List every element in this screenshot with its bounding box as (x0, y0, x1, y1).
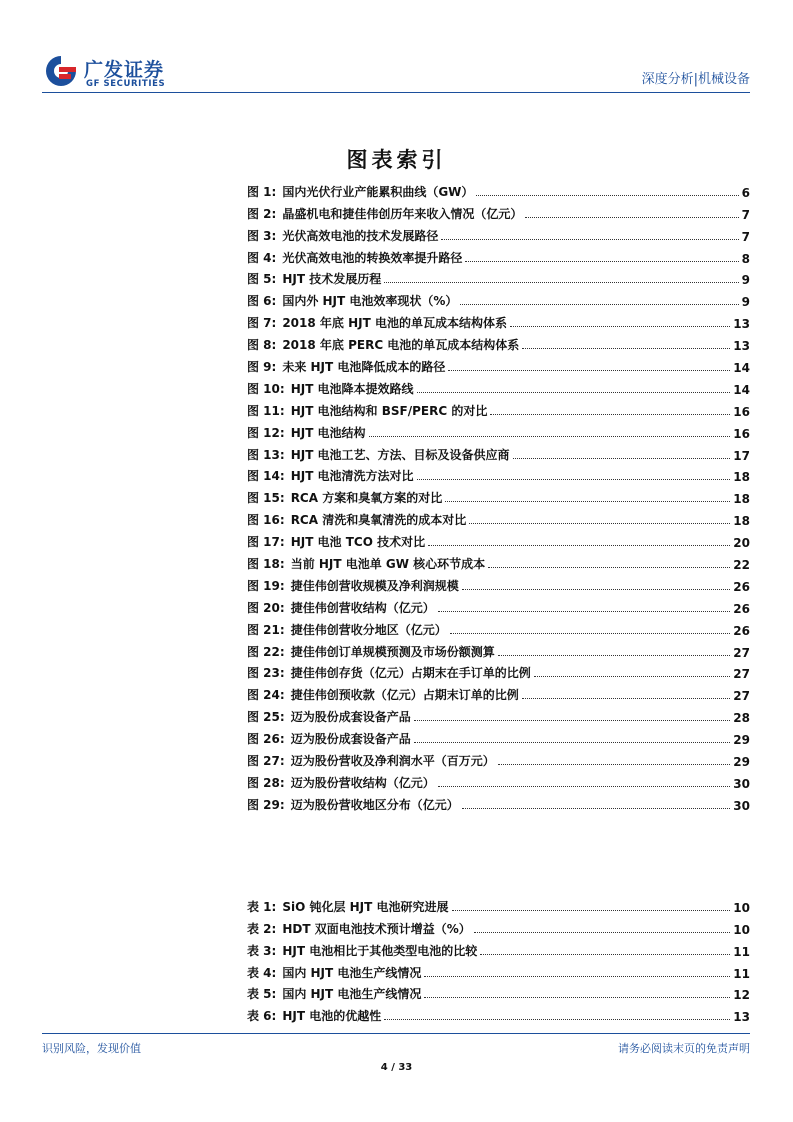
figure-index-item[interactable] (247, 638, 750, 660)
toc-entry-title: HJT 电池相比于其他类型电池的比较 (282, 943, 478, 958)
toc-entry-title: HJT 电池清洗方法对比 (290, 469, 414, 484)
toc-dot-leader (510, 326, 730, 327)
toc-entry-title: HDT 双面电池技术预计增益（%） (282, 921, 471, 936)
toc-entry-label: 图 12: (247, 425, 285, 440)
toc-dot-leader (474, 932, 731, 933)
toc-entry-label: 图 7: (247, 316, 277, 331)
toc-dot-leader (460, 304, 738, 305)
toc-entry-title: 捷佳伟创营收规模及净利润规模 (290, 578, 459, 593)
toc-dot-leader (438, 611, 731, 612)
toc-entry-page: 29 (733, 733, 750, 748)
page-number: 4 / 33 (380, 1062, 413, 1073)
toc-entry-label: 图 2: (247, 206, 277, 221)
toc-entry-label: 表 2: (247, 921, 277, 936)
toc-entry-label: 图 20: (247, 600, 285, 615)
toc-entry-page: 9 (741, 295, 750, 310)
toc-entry-page: 10 (733, 900, 750, 915)
toc-entry-page: 27 (733, 667, 750, 682)
toc-entry-title: 国内 HJT 电池生产线情况 (282, 987, 422, 1002)
toc-dot-leader (417, 479, 731, 480)
toc-dot-leader (498, 764, 731, 765)
toc-entry-page: 11 (733, 944, 750, 959)
figure-index-item[interactable] (247, 441, 750, 463)
figure-index-item[interactable] (247, 178, 750, 200)
toc-entry-page: 7 (741, 229, 750, 244)
footer-slogan: 识别风险，发现价值 (42, 1042, 141, 1055)
toc-entry-page: 26 (733, 623, 750, 638)
toc-dot-leader (476, 195, 738, 196)
toc-entry-label: 图 18: (247, 557, 285, 572)
toc-entry-label: 图 24: (247, 688, 285, 703)
toc-dot-leader (438, 786, 731, 787)
toc-entry-title: 捷佳伟创营收结构（亿元） (290, 600, 435, 615)
toc-entry-page: 18 (733, 514, 750, 529)
toc-entry-label: 图 4: (247, 250, 277, 265)
toc-entry-title: 国内光伏行业产能累积曲线（GW） (282, 184, 474, 199)
toc-entry-label: 图 5: (247, 272, 277, 287)
figure-index-item[interactable] (247, 397, 750, 419)
figure-index-item[interactable] (247, 528, 750, 550)
toc-entry-label: 图 10: (247, 381, 285, 396)
figure-index-item[interactable] (247, 463, 750, 485)
toc-entry-page: 17 (733, 448, 750, 463)
toc-dot-leader (452, 910, 731, 911)
toc-entry-page: 13 (733, 1010, 750, 1025)
figure-index-item[interactable] (247, 616, 750, 638)
toc-dot-leader (450, 633, 731, 634)
toc-entry-title: HJT 电池结构 (290, 425, 366, 440)
toc-entry-page: 8 (741, 251, 750, 266)
footer-disclaimer: 请务必阅读末页的免责声明 (618, 1042, 750, 1055)
toc-entry-page: 18 (733, 470, 750, 485)
footer-divider (42, 1033, 750, 1034)
toc-dot-leader (480, 954, 730, 955)
toc-dot-leader (424, 997, 730, 998)
figure-index-item[interactable] (247, 660, 750, 682)
toc-entry-title: 光伏高效电池的技术发展路径 (282, 228, 439, 243)
toc-entry-page: 22 (733, 558, 750, 573)
toc-entry-page: 27 (733, 645, 750, 660)
toc-entry-page: 16 (733, 404, 750, 419)
page-header (42, 52, 750, 92)
toc-dot-leader (414, 720, 731, 721)
toc-entry-title: 捷佳伟创存货（亿元）占期末在手订单的比例 (290, 666, 531, 681)
figure-index-item[interactable] (247, 266, 750, 288)
figure-index-item[interactable] (247, 769, 750, 791)
toc-entry-page: 9 (741, 273, 750, 288)
table-index-item[interactable] (247, 915, 750, 937)
toc-entry-page: 30 (733, 798, 750, 813)
toc-entry-page: 27 (733, 689, 750, 704)
toc-dot-leader (369, 436, 731, 437)
header-divider (42, 92, 750, 93)
table-index-item[interactable] (247, 893, 750, 915)
figure-index-item[interactable] (247, 506, 750, 528)
brand-name-cn: 广发证券 (84, 59, 165, 81)
toc-entry-title: 捷佳伟创营收分地区（亿元） (290, 622, 447, 637)
toc-dot-leader (465, 261, 738, 262)
toc-entry-title: RCA 方案和臭氧方案的对比 (290, 491, 443, 506)
toc-entry-label: 图 23: (247, 666, 285, 681)
toc-entry-title: HJT 电池 TCO 技术对比 (290, 535, 426, 550)
toc-dot-leader (424, 976, 730, 977)
figure-index-item[interactable] (247, 703, 750, 725)
toc-entry-title: 2018 年底 PERC 电池的单瓦成本结构体系 (282, 338, 520, 353)
toc-dot-leader (384, 1019, 730, 1020)
report-category: 深度分析|机械设备 (641, 72, 750, 87)
brand-name-en: GF SECURITIES (86, 79, 166, 89)
toc-entry-page: 12 (733, 988, 750, 1003)
toc-entry-label: 图 17: (247, 535, 285, 550)
toc-dot-leader (448, 370, 730, 371)
toc-entry-title: 捷佳伟创预收款（亿元）占期末订单的比例 (290, 688, 519, 703)
toc-entry-title: 国内 HJT 电池生产线情况 (282, 965, 422, 980)
toc-entry-label: 图 3: (247, 228, 277, 243)
toc-dot-leader (384, 282, 738, 283)
toc-entry-page: 13 (733, 339, 750, 354)
toc-dot-leader (441, 239, 738, 240)
toc-entry-label: 图 22: (247, 644, 285, 659)
toc-entry-title: 未来 HJT 电池降低成本的路径 (282, 360, 446, 375)
toc-entry-title: 国内外 HJT 电池效率现状（%） (282, 294, 458, 309)
figure-index-item[interactable] (247, 200, 750, 222)
figure-index-item[interactable] (247, 222, 750, 244)
toc-entry-page: 26 (733, 601, 750, 616)
figure-index-item[interactable] (247, 419, 750, 441)
toc-dot-leader (522, 698, 731, 699)
toc-entry-label: 图 15: (247, 491, 285, 506)
toc-entry-page: 13 (733, 317, 750, 332)
toc-entry-title: 迈为股份成套设备产品 (290, 732, 411, 747)
toc-dot-leader (498, 655, 731, 656)
table-index-list (247, 893, 750, 1024)
figure-index-item[interactable] (247, 747, 750, 769)
toc-entry-label: 图 19: (247, 578, 285, 593)
toc-dot-leader (490, 414, 730, 415)
toc-entry-title: HJT 技术发展历程 (282, 272, 382, 287)
figure-index-item[interactable] (247, 244, 750, 266)
toc-entry-page: 14 (733, 382, 750, 397)
toc-entry-page: 18 (733, 492, 750, 507)
toc-entry-title: HJT 电池降本提效路线 (290, 381, 414, 396)
toc-entry-page: 29 (733, 755, 750, 770)
toc-entry-title: 捷佳伟创订单规模预测及市场份额测算 (290, 644, 495, 659)
table-index-item[interactable] (247, 937, 750, 959)
figure-index-item[interactable] (247, 791, 750, 813)
toc-entry-page: 10 (733, 922, 750, 937)
toc-entry-page: 26 (733, 579, 750, 594)
figure-index-item[interactable] (247, 484, 750, 506)
toc-dot-leader (462, 589, 731, 590)
toc-entry-title: 迈为股份成套设备产品 (290, 710, 411, 725)
toc-entry-page: 7 (741, 207, 750, 222)
toc-dot-leader (445, 501, 730, 502)
figure-index-item[interactable] (247, 375, 750, 397)
toc-entry-label: 图 1: (247, 184, 277, 199)
toc-entry-title: 当前 HJT 电池单 GW 核心环节成本 (290, 557, 486, 572)
toc-entry-title: HJT 电池结构和 BSF/PERC 的对比 (290, 403, 488, 418)
toc-entry-page: 11 (733, 966, 750, 981)
gf-logo-icon (42, 54, 80, 88)
figure-index-item[interactable] (247, 594, 750, 616)
toc-entry-label: 图 6: (247, 294, 277, 309)
toc-entry-title: HJT 电池工艺、方法、目标及设备供应商 (290, 447, 510, 462)
toc-dot-leader (513, 458, 731, 459)
toc-entry-title: 迈为股份营收地区分布（亿元） (290, 797, 459, 812)
toc-entry-label: 图 14: (247, 469, 285, 484)
toc-entry-label: 图 13: (247, 447, 285, 462)
figure-index-item[interactable] (247, 353, 750, 375)
toc-entry-label: 表 5: (247, 987, 277, 1002)
toc-entry-label: 表 3: (247, 943, 277, 958)
toc-dot-leader (488, 567, 730, 568)
toc-entry-page: 6 (741, 185, 750, 200)
toc-dot-leader (414, 742, 731, 743)
toc-dot-leader (428, 545, 730, 546)
toc-entry-title: HJT 电池的优越性 (282, 1009, 382, 1024)
toc-entry-label: 图 21: (247, 622, 285, 637)
toc-entry-label: 图 16: (247, 513, 285, 528)
toc-dot-leader (417, 392, 731, 393)
toc-entry-page: 20 (733, 536, 750, 551)
toc-entry-page: 16 (733, 426, 750, 441)
figure-index-item[interactable] (247, 572, 750, 594)
toc-entry-label: 表 1: (247, 899, 277, 914)
table-index-item[interactable] (247, 1002, 750, 1024)
figure-index-item[interactable] (247, 550, 750, 572)
toc-entry-page: 14 (733, 361, 750, 376)
toc-entry-title: 光伏高效电池的转换效率提升路径 (282, 250, 463, 265)
toc-dot-leader (462, 808, 731, 809)
figure-index-item[interactable] (247, 309, 750, 331)
toc-entry-label: 图 8: (247, 338, 277, 353)
figure-index-item[interactable] (247, 287, 750, 309)
toc-dot-leader (522, 348, 730, 349)
figure-index-item[interactable] (247, 681, 750, 703)
toc-dot-leader (469, 523, 730, 524)
figure-index-list (247, 178, 750, 813)
toc-entry-label: 图 9: (247, 360, 277, 375)
toc-entry-title: SiO 钝化层 HJT 电池研究进展 (282, 899, 449, 914)
toc-entry-title: RCA 清洗和臭氧清洗的成本对比 (290, 513, 467, 528)
toc-entry-title: 迈为股份营收结构（亿元） (290, 775, 435, 790)
toc-title: 图表索引 (346, 147, 447, 172)
table-index-item[interactable] (247, 981, 750, 1003)
toc-entry-label: 图 29: (247, 797, 285, 812)
toc-entry-label: 图 25: (247, 710, 285, 725)
toc-entry-label: 图 26: (247, 732, 285, 747)
figure-index-item[interactable] (247, 331, 750, 353)
toc-entry-title: 2018 年底 HJT 电池的单瓦成本结构体系 (282, 316, 507, 331)
toc-entry-label: 图 28: (247, 775, 285, 790)
table-index-item[interactable] (247, 959, 750, 981)
toc-entry-label: 表 4: (247, 965, 277, 980)
toc-dot-leader (534, 676, 731, 677)
brand-logo (42, 52, 182, 92)
toc-entry-label: 表 6: (247, 1009, 277, 1024)
toc-entry-title: 迈为股份营收及净利润水平（百万元） (290, 754, 495, 769)
toc-dot-leader (525, 217, 738, 218)
toc-entry-page: 28 (733, 711, 750, 726)
toc-entry-label: 图 11: (247, 403, 285, 418)
toc-entry-page: 30 (733, 776, 750, 791)
toc-entry-label: 图 27: (247, 754, 285, 769)
toc-entry-title: 晶盛机电和捷佳伟创历年来收入情况（亿元） (282, 206, 523, 221)
figure-index-item[interactable] (247, 725, 750, 747)
